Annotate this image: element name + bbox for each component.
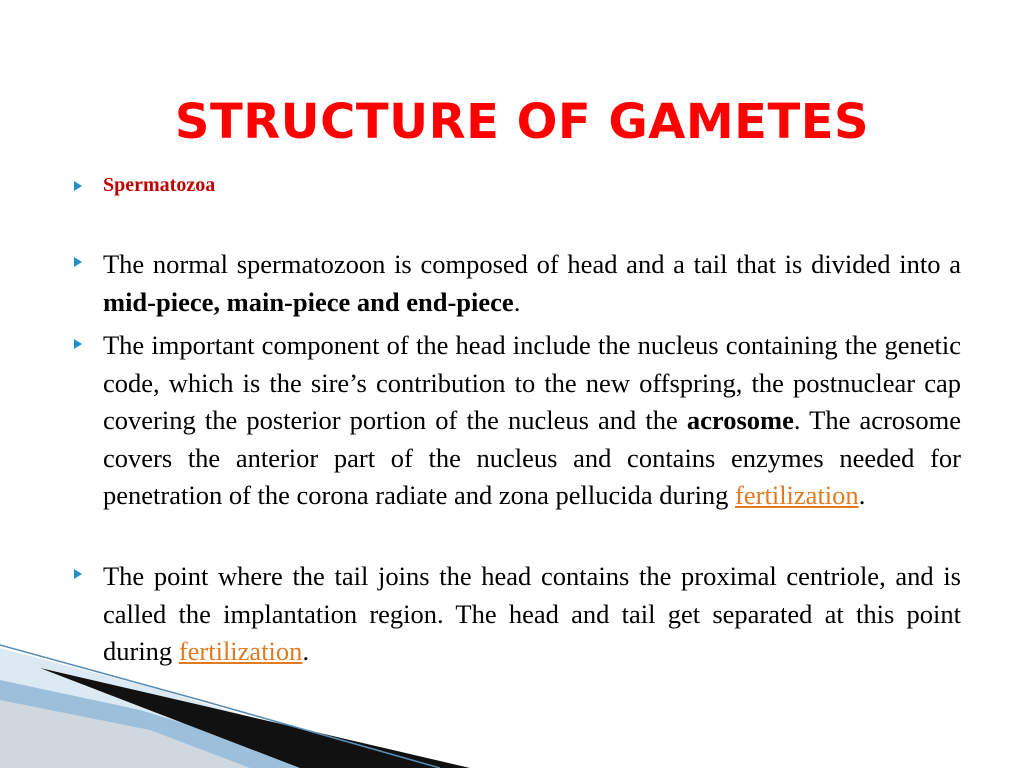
section-heading: Spermatozoa bbox=[103, 174, 216, 196]
fertilization-link[interactable]: fertilization bbox=[735, 480, 859, 511]
bold-text: acrosome bbox=[686, 405, 794, 436]
paragraph-head-components bbox=[103, 327, 961, 515]
text: The point where the tail joins the head contains the proximal centriole, and is called the implantation region. The head and tail get separated at this point during bbox=[103, 561, 961, 667]
bullet-arrow-icon bbox=[74, 339, 82, 349]
text: . bbox=[513, 286, 521, 317]
bold-text: mid-piece, main-piece and end-piece bbox=[103, 286, 514, 317]
text: The normal spermatozoon is composed of head and a tail that is divided into a bbox=[103, 249, 961, 279]
text: . bbox=[302, 636, 310, 667]
paragraph-composition bbox=[103, 246, 961, 321]
fertilization-link[interactable]: fertilization bbox=[178, 636, 303, 667]
text: . The acrosome covers the anterior part of the nucleus and contains enzymes needed for penetration of the corona radiate and zona pellucida during bbox=[103, 405, 961, 511]
text: The important component of the head include the nucleus containing the genetic code, which is the sire’s contribution to the new offspring, the postnuclear cap covering the posterior portion of the nucleus and the bbox=[103, 330, 961, 436]
paragraph-implantation-region bbox=[103, 558, 961, 671]
bullet-arrow-icon bbox=[74, 569, 82, 579]
text: . bbox=[858, 480, 866, 511]
slide-title: STRUCTURE OF GAMETES bbox=[174, 94, 870, 151]
bullet-arrow-icon bbox=[74, 181, 82, 191]
bullet-arrow-icon bbox=[74, 257, 82, 267]
